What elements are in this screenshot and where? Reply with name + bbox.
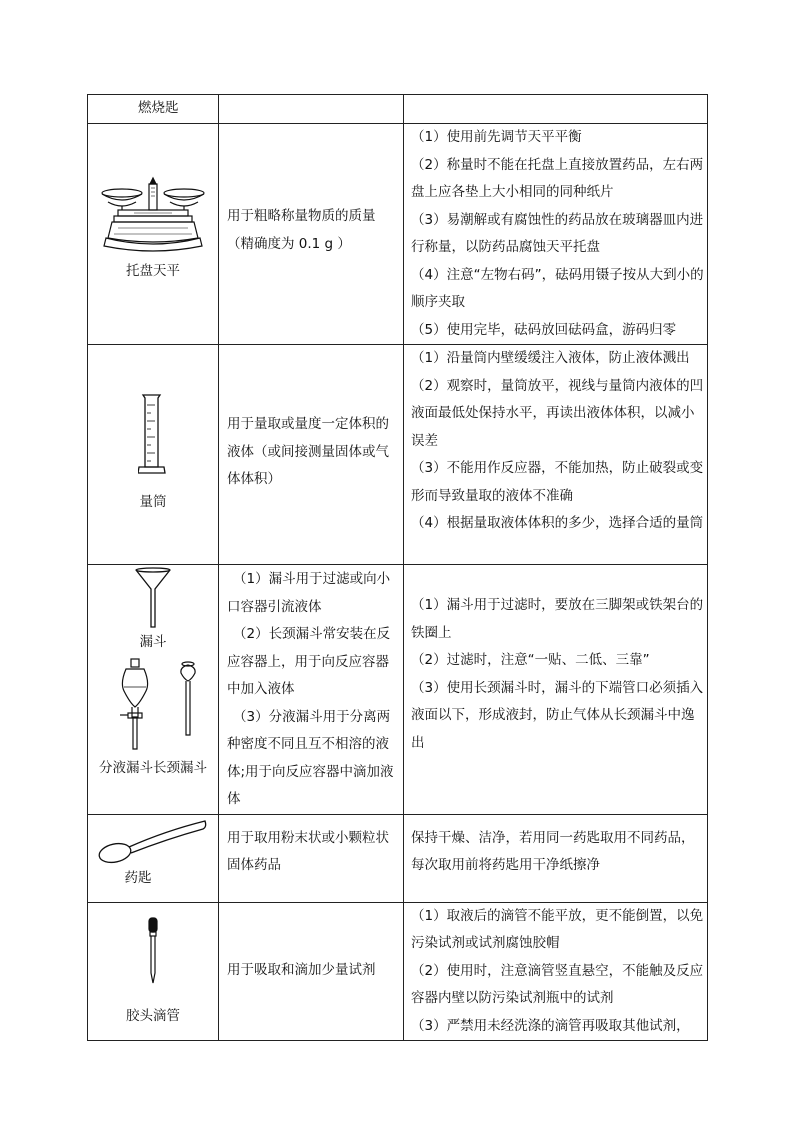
rule-item: （2）观察时，量筒放平，视线与量筒内液体的凹液面最低处保持水平，再读出液体体积，以减小误差 (411, 377, 704, 449)
rule-cell (404, 902, 708, 1041)
use-text: 用于吸取和滴加少量试剂 (227, 961, 376, 978)
rule-item: （3）不能用作反应器，不能加热，防止破裂或变形而导致量取的液体不准确 (411, 460, 704, 504)
rule-item: 保持干燥、洁净，若用同一药匙取用不同药品，每次取用前将药匙用干净纸擦净 (411, 829, 695, 873)
table-row (88, 565, 708, 815)
tool-name: 燃烧匙 (138, 100, 179, 116)
rule-cell (404, 345, 708, 565)
rule-item: （4）根据量取液体体积的多少，选择合适的量筒 (411, 515, 704, 531)
tool-cell (88, 565, 219, 815)
use-item: （1）漏斗用于过滤或向小口容器引流液体 (227, 571, 391, 615)
rule-item: （1）漏斗用于过滤时，要放在三脚架或铁架台的铁圈上 (411, 597, 704, 641)
use-text: 用于取用粉末状或小颗粒状固体药品 (227, 829, 389, 873)
rule-item: （1）使用前先调节天平平衡 (411, 129, 582, 145)
tool-name: 胶头滴管 (126, 1007, 180, 1024)
use-item: （2）长颈漏斗常安装在反应容器上，用于向反应容器中加入液体 (227, 626, 391, 697)
rule-item: （3）使用长颈漏斗时，漏斗的下端管口必须插入液面以下，形成液封，防止气体从长颈漏斗中逸出 (411, 679, 704, 751)
tool-name: 漏斗 (139, 634, 167, 650)
tool-cell (88, 902, 219, 1041)
use-cell (219, 814, 404, 902)
tool-name: 药匙 (124, 869, 152, 886)
rule-cell (404, 565, 708, 815)
tool-cell (88, 345, 219, 565)
lab-equipment-table (87, 94, 708, 1041)
rule-item: （3）严禁用未经洗涤的滴管再吸取其他试剂， (411, 1017, 690, 1034)
rule-cell (404, 814, 708, 902)
use-cell (219, 124, 404, 345)
separatory-funnel-icon (98, 657, 208, 753)
rule-item: （2）称量时不能在托盘上直接放置药品，左右两盘上应各垫上大小相同的同种纸片 (411, 156, 704, 200)
use-cell (219, 345, 404, 565)
rule-item: （3）易潮解或有腐蚀性的药品放在玻璃器皿内进行称量，以防药品腐蚀天平托盘 (411, 211, 704, 255)
use-cell (219, 565, 404, 815)
use-text: 用于量取或量度一定体积的液体（或间接测量固体或气体体积） (227, 416, 389, 487)
balance-icon (94, 176, 212, 254)
table-row (88, 814, 708, 902)
rule-item: （1）取液后的滴管不能平放，更不能倒置，以免污染试剂或试剂腐蚀胶帽 (411, 907, 704, 951)
use-cell (219, 95, 404, 124)
rule-item: （5）使用完毕，砝码放回砝码盒，游码归零 (411, 321, 677, 338)
tool-cell (88, 95, 219, 124)
funnel-icon (133, 567, 173, 629)
tool-name: 量筒 (139, 494, 167, 510)
table-row (88, 95, 708, 124)
tool-name: 托盘天平 (126, 263, 180, 279)
use-item: （3）分液漏斗用于分离两种密度不同且互不相溶的液体;用于向反应容器中滴加液体 (227, 708, 394, 807)
use-cell (219, 902, 404, 1041)
table-row (88, 124, 708, 345)
rule-item: （4）注意“左物右码”，砝码用镊子按从大到小的顺序夹取 (411, 266, 704, 310)
use-text: 用于粗略称量物质的质量 (227, 208, 376, 224)
tool-cell (88, 124, 219, 345)
tool-cell (88, 814, 219, 902)
graduated-cylinder-icon (138, 393, 168, 479)
tool-name: 分液漏斗长颈漏斗 (99, 759, 207, 776)
table-row (88, 345, 708, 565)
rule-cell (404, 124, 708, 345)
spoon-icon (95, 817, 211, 867)
use-text: （精确度为 0.1 g ） (227, 235, 351, 252)
rule-cell (404, 95, 708, 124)
table-row (88, 902, 708, 1041)
rule-item: （2）过滤时，注意“一贴、二低、三靠” (411, 652, 650, 668)
rule-item: （1）沿量筒内壁缓缓注入液体，防止液体溅出 (411, 350, 690, 366)
rule-item: （2）使用时，注意滴管竖直悬空，不能触及反应容器内壁以防污染试剂瓶中的试剂 (411, 962, 704, 1006)
dropper-icon (143, 917, 163, 985)
